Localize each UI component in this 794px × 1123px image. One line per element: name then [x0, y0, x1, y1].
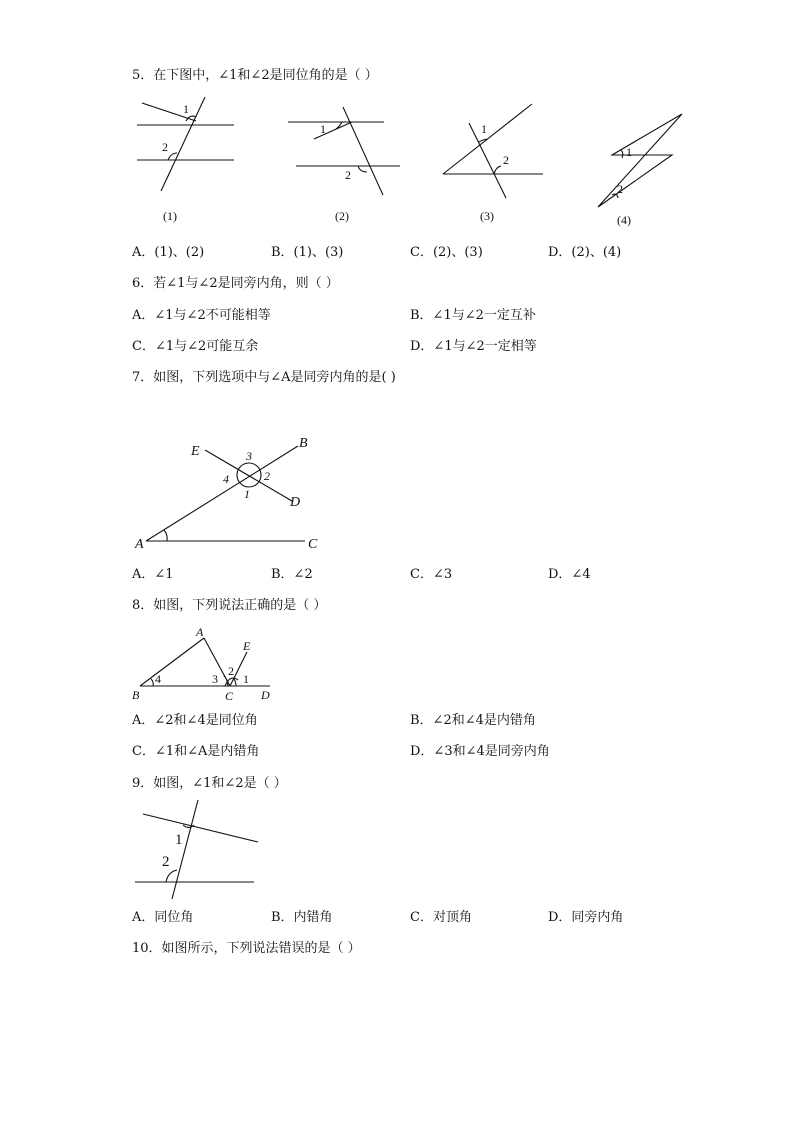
- q8-option-a[interactable]: A．∠2和∠4是同位角: [132, 713, 258, 728]
- q7-angle-3: 3: [246, 449, 252, 463]
- q8-stem: 8．如图，下列说法正确的是（ ）: [132, 598, 327, 613]
- q6-option-a[interactable]: A．∠1与∠2不可能相等: [132, 308, 271, 323]
- q5-f3-angle2: 2: [503, 153, 509, 167]
- q5-fig-label-2: (2): [335, 209, 349, 223]
- q9-stem: 9．如图，∠1和∠2是（ ）: [132, 776, 287, 791]
- q5-f2-angle2: 2: [345, 168, 351, 182]
- q5-f2-angle1: 1: [320, 122, 326, 136]
- q7-option-b[interactable]: B．∠2: [271, 567, 313, 582]
- q7-point-e: E: [191, 444, 200, 459]
- q5-option-b[interactable]: B．(1)、(3): [271, 245, 344, 260]
- q5-option-a[interactable]: A．(1)、(2): [132, 245, 205, 260]
- q6-option-d[interactable]: D．∠1与∠2一定相等: [410, 339, 537, 354]
- q8-angle-1: 1: [243, 672, 249, 686]
- q7-option-c[interactable]: C．∠3: [410, 567, 453, 582]
- q8-angle-3: 3: [212, 672, 218, 686]
- q5-option-d[interactable]: D．(2)、(4): [548, 245, 622, 260]
- q8-point-b: B: [132, 688, 140, 702]
- q8-option-b[interactable]: B．∠2和∠4是内错角: [410, 713, 536, 728]
- q8-point-d: D: [261, 688, 270, 702]
- q7-option-a[interactable]: A．∠1: [132, 567, 174, 582]
- q7-point-d: D: [290, 495, 301, 510]
- q5-fig-label-3: (3): [480, 209, 494, 223]
- q8-option-c[interactable]: C．∠1和∠A是内错角: [132, 744, 260, 759]
- q5-fig-label-4: (4): [617, 213, 631, 227]
- q7-stem: 7．如图，下列选项中与∠A是同旁内角的是( ): [132, 370, 396, 385]
- q5-option-c[interactable]: C．(2)、(3): [410, 245, 483, 260]
- q9-angle-1: 1: [175, 832, 183, 848]
- q9-angle-2: 2: [162, 854, 170, 870]
- q8-point-a: A: [196, 625, 204, 639]
- q5-f3-angle1: 1: [481, 122, 487, 136]
- q8-angle-4: 4: [155, 672, 161, 686]
- q5-fig-label-1: (1): [163, 209, 177, 223]
- q5-f4-angle2: 2: [617, 182, 623, 196]
- q8-point-e: E: [243, 639, 251, 653]
- q7-angle-4: 4: [223, 472, 229, 486]
- q8-point-c: C: [225, 689, 234, 703]
- q7-option-d[interactable]: D．∠4: [548, 567, 591, 582]
- q9-option-d[interactable]: D．同旁内角: [548, 910, 624, 925]
- q9-option-b[interactable]: B．内错角: [271, 910, 333, 925]
- q5-stem: 5．在下图中，∠1和∠2是同位角的是（ ）: [132, 68, 378, 83]
- q7-angle-2: 2: [264, 469, 270, 483]
- q5-f4-angle1: 1: [626, 145, 632, 159]
- q9-option-a[interactable]: A．同位角: [132, 910, 194, 925]
- q9-option-c[interactable]: C．对顶角: [410, 910, 472, 925]
- q7-point-c: C: [308, 537, 318, 552]
- q8-option-d[interactable]: D．∠3和∠4是同旁内角: [410, 744, 550, 759]
- q6-option-c[interactable]: C．∠1与∠2可能互余: [132, 339, 259, 354]
- q6-stem: 6．若∠1与∠2是同旁内角，则（ ）: [132, 276, 339, 291]
- q7-point-b: B: [299, 436, 308, 451]
- q10-stem: 10．如图所示，下列说法错误的是（ ）: [132, 941, 361, 956]
- q6-option-b[interactable]: B．∠1与∠2一定互补: [410, 308, 536, 323]
- q7-angle-1: 1: [244, 487, 250, 501]
- q5-f1-angle1: 1: [183, 102, 189, 116]
- q7-point-a: A: [135, 537, 144, 552]
- q8-angle-2: 2: [228, 664, 234, 678]
- q5-f1-angle2: 2: [162, 140, 168, 154]
